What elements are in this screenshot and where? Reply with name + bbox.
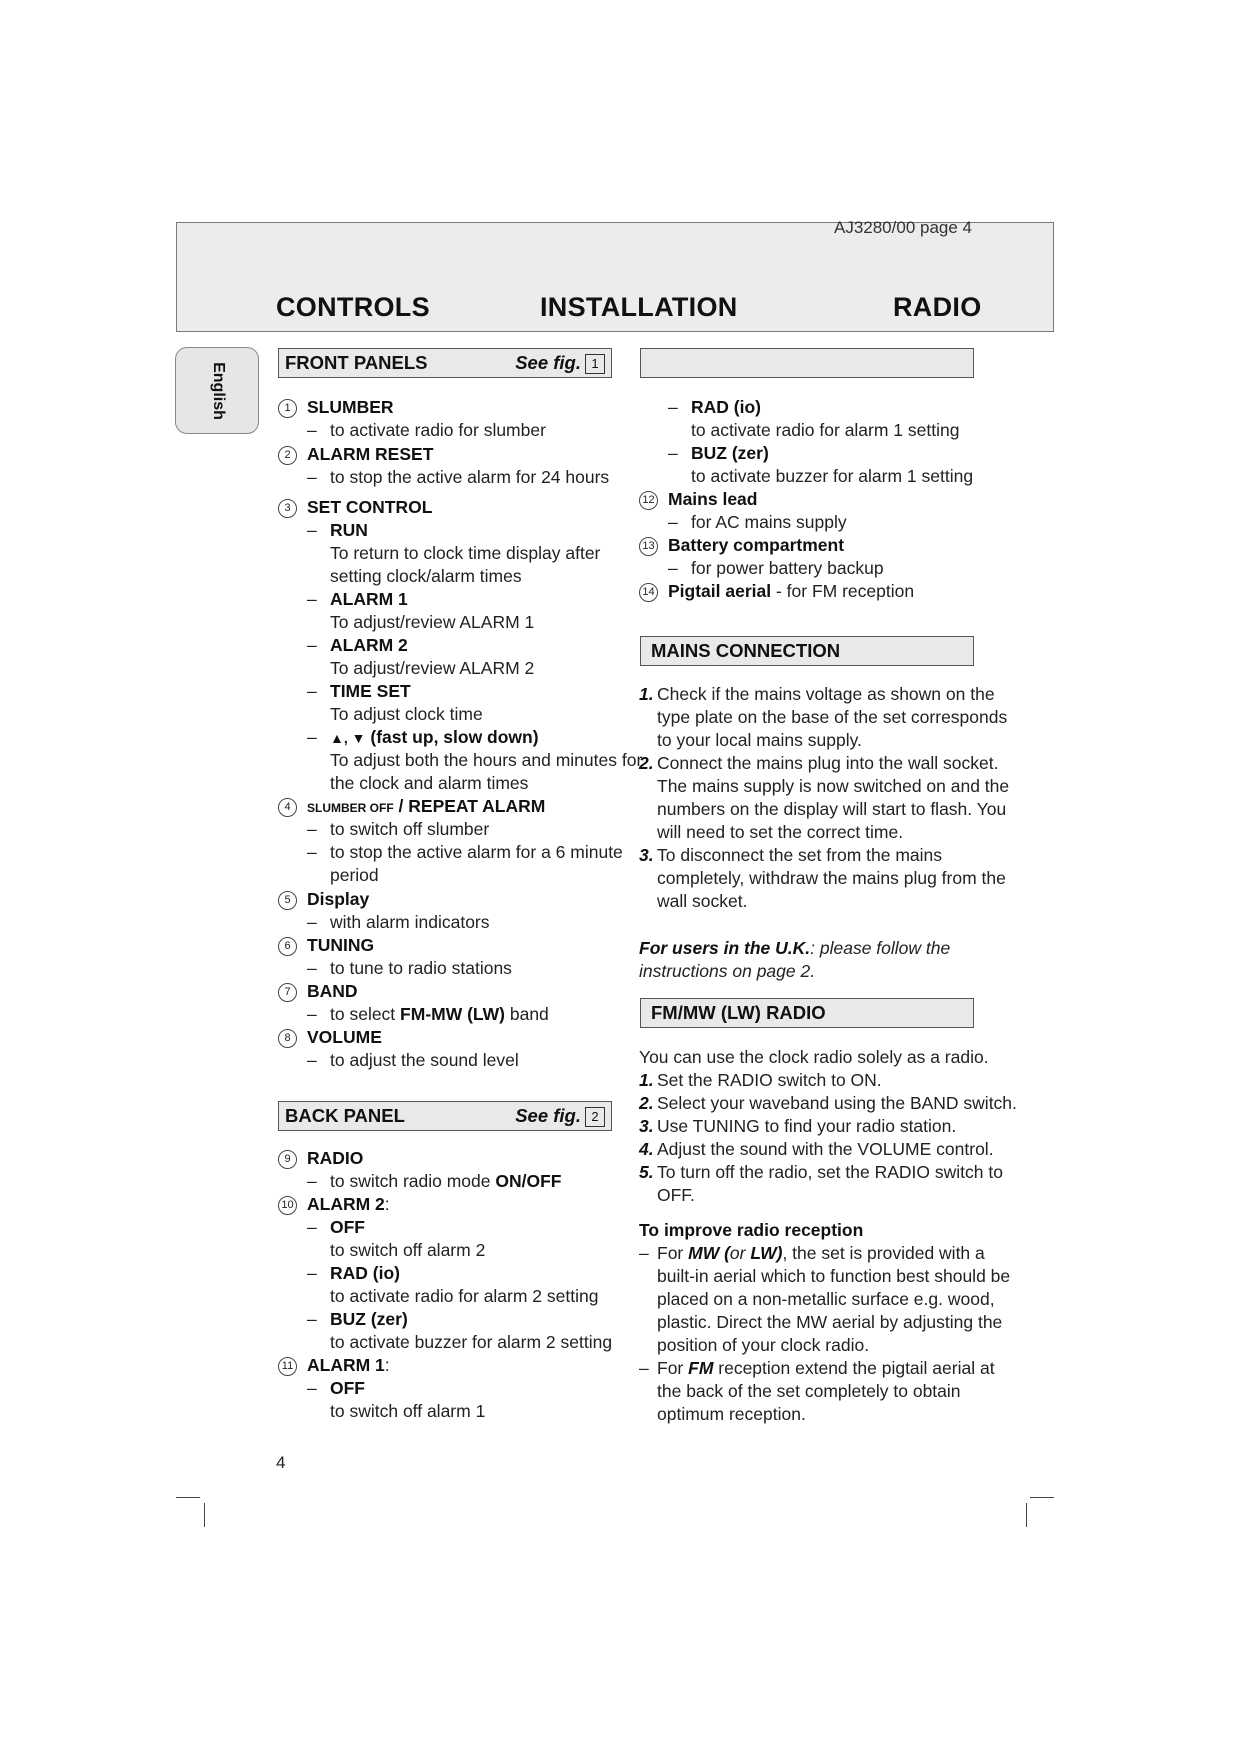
text-run: : [384,1194,390,1214]
control-description: to stop the active alarm for 24 hours [330,467,610,487]
heading-radio: RADIO [893,292,982,322]
mains-connection-header [640,636,974,666]
step-number: 1. [639,1070,654,1090]
item-number: 2 [278,446,297,465]
control-description: To adjust clock time [330,704,483,724]
band-name: FM-MW (LW) [400,1004,505,1024]
item-number: 12 [639,491,658,510]
control-description: the clock and alarm times [330,773,529,793]
alarm-1-label: ALARM 1 [307,1355,385,1375]
list-item: – [307,467,317,487]
front-panels-header [278,348,612,378]
control-description: to switch off slumber [330,819,490,839]
control-description: to activate buzzer for alarm 1 setting [691,466,974,486]
text-run: For [657,1358,689,1378]
control-mains-lead: Mains lead [668,489,758,509]
item-number: 4 [278,798,297,817]
lw-label: LW) [750,1243,783,1263]
front-panels-fig-ref [515,352,605,374]
control-description: to adjust the sound level [330,1050,519,1070]
text-run: : please follow the [810,938,951,958]
back-panel-header [278,1101,612,1131]
text-run: For [657,1243,689,1263]
uk-note: instructions on page 2. [639,961,816,981]
list-item: – [668,558,678,578]
step-text: Use TUNING to find your radio station. [657,1116,957,1136]
tip-text: placed on a non-metallic surface e.g. wood, [657,1289,995,1309]
heading-installation: INSTALLATION [540,292,738,322]
setting-alarm-1: ALARM 1 [330,589,408,609]
setting-buz: BUZ (zer) [330,1309,408,1329]
text-run: : [384,1355,390,1375]
list-item: – [668,397,678,417]
control-slumber: SLUMBER [307,397,394,417]
setting-buz: BUZ (zer) [691,443,769,463]
repeat-alarm-label: / REPEAT ALARM [393,796,546,816]
setting-run: RUN [330,520,368,540]
list-item: – [639,1243,649,1263]
tip-text: optimum reception. [657,1404,806,1424]
control-description: to switch off alarm 1 [330,1401,486,1421]
setting-rad: RAD (io) [330,1263,400,1283]
crop-mark [204,1503,205,1527]
text-run: , the set is provided with a [782,1243,985,1263]
tip-text: position of your clock radio. [657,1335,870,1355]
alarm-2-label: ALARM 2 [307,1194,385,1214]
control-tuning: TUNING [307,935,375,955]
item-number: 7 [278,983,297,1002]
list-item: – [307,1050,317,1070]
list-item: – [307,958,317,978]
step-number: 5. [639,1162,654,1182]
control-description: To adjust both the hours and minutes for [330,750,643,770]
list-item: – [307,819,317,839]
step-number: 3. [639,845,654,865]
control-description: period [330,865,379,885]
list-item: – [307,1171,317,1191]
control-alarm-1-switch [307,1354,390,1377]
step-text: To turn off the radio, set the RADIO switch to [657,1162,1003,1182]
control-description: to activate radio for slumber [330,420,546,440]
control-display: Display [307,889,370,909]
fm-mw-radio-header [640,998,974,1028]
text-run: to select [330,1004,401,1024]
control-description: to activate buzzer for alarm 2 setting [330,1332,613,1352]
crop-mark [1026,1503,1027,1527]
item-number: 11 [278,1357,297,1376]
step-text: type plate on the base of the set corresponds [657,707,1008,727]
tip-text: built-in aerial which to function best should be [657,1266,1011,1286]
page-number: 4 [276,1453,286,1472]
text-run: reception extend the pigtail aerial at [713,1358,995,1378]
control-description: for AC mains supply [691,512,847,532]
list-item: – [668,512,678,532]
control-alarm-reset: ALARM RESET [307,444,434,464]
control-set-control: SET CONTROL [307,497,433,517]
control-description: to switch off alarm 2 [330,1240,486,1260]
control-description: To adjust/review ALARM 2 [330,658,535,678]
list-item: – [307,635,317,655]
step-text: Check if the mains voltage as shown on the [657,684,995,704]
front-panels-title: FRONT PANELS [285,352,428,373]
language-tab [175,347,259,434]
list-item: – [307,420,317,440]
item-number: 5 [278,891,297,910]
step-text: wall socket. [657,891,748,911]
crop-mark [176,1497,200,1498]
control-radio: RADIO [307,1148,364,1168]
item-number: 13 [639,537,658,556]
fast-slow-label: (fast up, slow down) [370,727,539,747]
step-number: 3. [639,1116,654,1136]
fm-label: FM [688,1358,714,1378]
setting-fast-up-slow-down [330,726,539,750]
setting-off: OFF [330,1217,365,1237]
uk-note-label: For users in the U.K. [639,938,811,958]
see-fig-label: See fig. [515,352,581,373]
step-text: OFF. [657,1185,695,1205]
list-item: – [307,1004,317,1024]
step-number: 2. [639,1093,654,1113]
setting-time-set: TIME SET [330,681,411,701]
control-description [330,1170,561,1193]
list-item: – [307,912,317,932]
control-description: to activate radio for alarm 1 setting [691,420,960,440]
list-item: – [307,1378,317,1398]
step-text: Select your waveband using the BAND switch. [657,1093,1017,1113]
item-number: 14 [639,583,658,602]
improve-reception-heading: To improve radio reception [639,1220,864,1240]
step-number: 4. [639,1139,654,1159]
text-run: to switch radio mode [330,1171,496,1191]
crop-mark [1030,1497,1054,1498]
on-off-label: ON/OFF [495,1171,562,1191]
step-text: Connect the mains plug into the wall socket. [657,753,999,773]
list-item: – [307,1309,317,1329]
list-item: – [307,589,317,609]
item-number: 6 [278,937,297,956]
up-down-arrow-icon: ▲, ▼ [330,730,366,746]
heading-controls: CONTROLS [276,292,430,322]
item-number: 8 [278,1029,297,1048]
control-pigtail-aerial [668,580,914,603]
control-description: to activate radio for alarm 2 setting [330,1286,599,1306]
back-panel-fig-ref [515,1105,605,1127]
empty-section-header [640,348,974,378]
tip-text: the back of the set completely to obtain [657,1381,961,1401]
text-run: band [505,1004,549,1024]
control-slumber-off-repeat-alarm [307,795,545,820]
slumber-off-label: SLUMBER OFF [307,801,394,815]
language-label: English [210,362,227,420]
list-item: – [639,1358,649,1378]
step-text: to your local mains supply. [657,730,862,750]
mains-connection-title: MAINS CONNECTION [651,640,841,661]
text-run: or [729,1243,751,1263]
page-reference: AJ3280/00 page 4 [833,218,972,237]
tip-text [657,1242,985,1265]
list-item: – [668,443,678,463]
item-number: 9 [278,1150,297,1169]
step-number: 1. [639,684,654,704]
control-description: to stop the active alarm for a 6 minute [330,842,623,862]
setting-alarm-2: ALARM 2 [330,635,408,655]
fm-mw-radio-title: FM/MW (LW) RADIO [651,1002,826,1023]
back-panel-title: BACK PANEL [285,1105,405,1126]
control-volume: VOLUME [307,1027,382,1047]
pigtail-label: Pigtail aerial [668,581,772,601]
step-text: To disconnect the set from the mains [657,845,942,865]
step-number: 2. [639,753,654,773]
step-text: numbers on the display will start to flash. You [657,799,1007,819]
setting-rad: RAD (io) [691,397,761,417]
tip-text [657,1357,995,1380]
step-text: will need to set the correct time. [657,822,904,842]
text-run: - for FM reception [771,581,915,601]
item-number: 1 [278,399,297,418]
list-item: – [307,1263,317,1283]
control-description: to tune to radio stations [330,958,512,978]
list-item: – [307,727,317,747]
step-text: Adjust the sound with the VOLUME control. [657,1139,994,1159]
tip-text: plastic. Direct the MW aerial by adjusting the [657,1312,1003,1332]
control-description [330,1003,549,1026]
step-text: Set the RADIO switch to ON. [657,1070,882,1090]
setting-off: OFF [330,1378,365,1398]
step-text: The mains supply is now switched on and the [657,776,1010,796]
radio-intro: You can use the clock radio solely as a radio. [639,1047,989,1067]
control-description: To return to clock time display after [330,543,601,563]
step-text: completely, withdraw the mains plug from the [657,868,1006,888]
control-description: with alarm indicators [330,912,490,932]
see-fig-label: See fig. [515,1105,581,1126]
fig-number-box: 2 [585,1107,605,1127]
uk-note [639,937,950,960]
control-battery-compartment: Battery compartment [668,535,845,555]
control-description: for power battery backup [691,558,884,578]
control-description: setting clock/alarm times [330,566,522,586]
control-band: BAND [307,981,358,1001]
item-number: 10 [278,1196,297,1215]
list-item: – [307,1217,317,1237]
list-item: – [307,520,317,540]
fig-number-box: 1 [585,354,605,374]
item-number: 3 [278,499,297,518]
list-item: – [307,842,317,862]
mw-label: MW ( [688,1243,730,1263]
control-alarm-2-switch [307,1193,390,1216]
list-item: – [307,681,317,701]
control-description: To adjust/review ALARM 1 [330,612,535,632]
